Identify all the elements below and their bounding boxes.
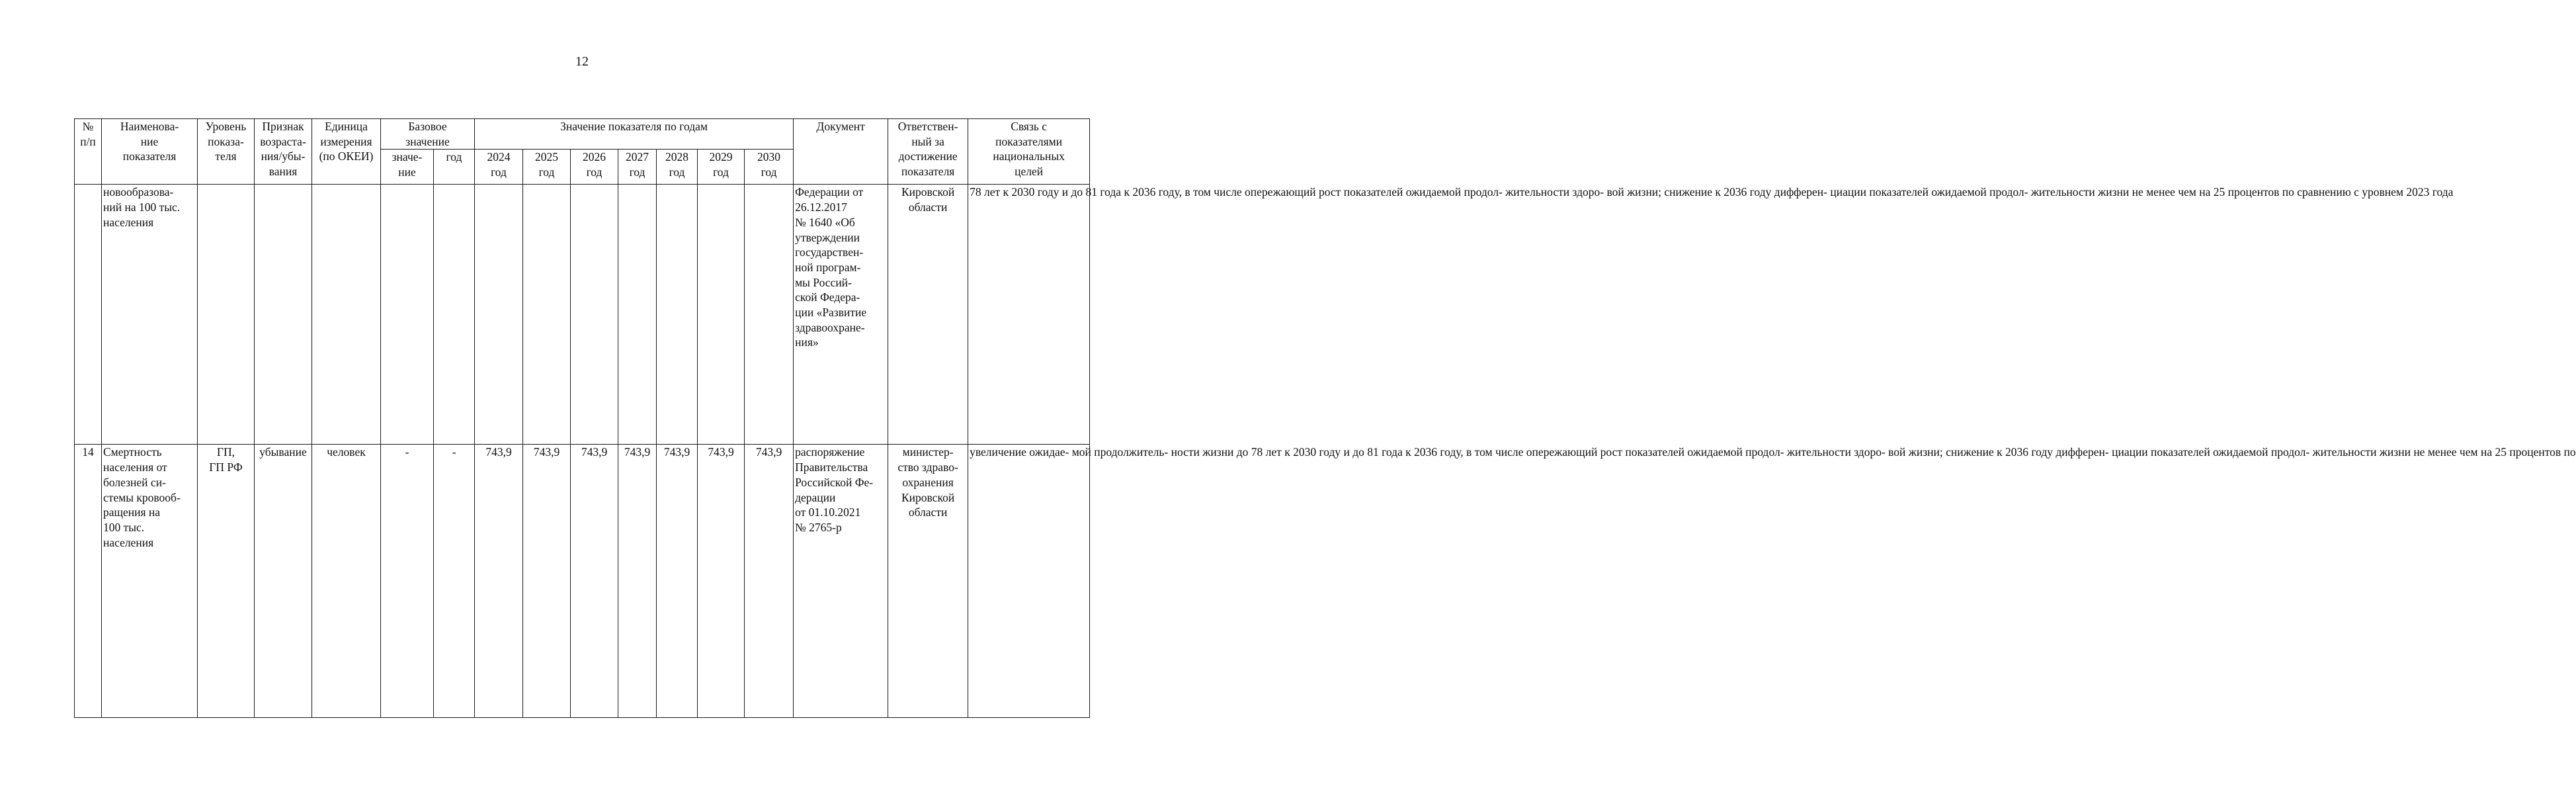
row-base-value: [381, 185, 434, 445]
row-value-2028: 743,9: [657, 445, 698, 718]
row-value-2030: [745, 185, 794, 445]
header-link: Связь с показателями национальных целей: [968, 119, 1090, 185]
header-year-2028: 2028 год: [657, 150, 698, 185]
row-name: Смертность населения от болезней си- стемы кровооб- ращения на 100 тыс. населения: [102, 445, 198, 718]
row-base-year: -: [434, 445, 475, 718]
row-value-2026: [571, 185, 618, 445]
header-base: Базовое значение: [381, 119, 475, 150]
row-base-value: -: [381, 445, 434, 718]
row-responsible: министер- ство здраво- охранения Кировской области: [888, 445, 968, 718]
header-year-2030: 2030 год: [745, 150, 794, 185]
header-year-2027: 2027 год: [618, 150, 657, 185]
row-link: 78 лет к 2030 году и до 81 года к 2036 году, в том числе опережающий рост показателей ожидаемой продол- жительности здоро- вой жизни; снижение к 2036 году дифферен- циации показателей ожидаемой продол- жительности жизни не менее чем на 25 процентов по сравнению с уровнем 2023 года: [968, 185, 1090, 445]
row-value-2027: [618, 185, 657, 445]
row-value-2025: [523, 185, 571, 445]
header-name: Наименова- ние показателя: [102, 119, 198, 185]
header-document: Документ: [794, 119, 888, 185]
row-document: распоряжение Правительства Российской Фе- дерации от 01.10.2021 № 2765-р: [794, 445, 888, 718]
row-document: Федерации от 26.12.2017 № 1640 «Об утверждении государствен- ной програм- мы Россий- ской Федера- ции «Развитие здравоохране- ния»: [794, 185, 888, 445]
row-level: ГП, ГП РФ: [198, 445, 255, 718]
row-base-year: [434, 185, 475, 445]
row-value-2024: [475, 185, 523, 445]
row-level: [198, 185, 255, 445]
row-unit: [312, 185, 381, 445]
row-name: новообразова- ний на 100 тыс. населения: [102, 185, 198, 445]
header-level: Уровень показа- теля: [198, 119, 255, 185]
header-responsible: Ответствен- ный за достижение показателя: [888, 119, 968, 185]
header-row-1: [75, 119, 1090, 150]
header-year-2024: 2024 год: [475, 150, 523, 185]
header-year-2029: 2029 год: [698, 150, 745, 185]
header-year-2026: 2026 год: [571, 150, 618, 185]
header-unit: Единица измерения (по ОКЕИ): [312, 119, 381, 185]
row-value-2026: 743,9: [571, 445, 618, 718]
row-num: 14: [75, 445, 102, 718]
header-year-2025: 2025 год: [523, 150, 571, 185]
row-responsible: Кировской области: [888, 185, 968, 445]
row-num: [75, 185, 102, 445]
header-values-by-year: Значение показателя по годам: [475, 119, 794, 150]
row-value-2025: 743,9: [523, 445, 571, 718]
indicators-table: [74, 118, 2576, 718]
row-value-2030: 743,9: [745, 445, 794, 718]
header-base-year: год: [434, 150, 475, 185]
table-row: [75, 185, 1090, 445]
table-row: [75, 445, 1090, 718]
row-sign: [255, 185, 312, 445]
row-value-2029: [698, 185, 745, 445]
header-num: № п/п: [75, 119, 102, 185]
row-value-2028: [657, 185, 698, 445]
header-sign: Признак возраста- ния/убы- вания: [255, 119, 312, 185]
header-base-value: значе- ние: [381, 150, 434, 185]
page-number: 12: [575, 54, 589, 69]
row-value-2024: 743,9: [475, 445, 523, 718]
row-link: увеличение ожидае- мой продолжитель- ности жизни до 78 лет к 2030 году и до 81 года к 2036 году, в том числе опережающий рост показателей ожидаемой продол- жительности здоро- вой жизни; снижение к 2036 году дифферен- циации показателей ожидаемой продол- жительности жизни не менее чем на 25 процентов по: [968, 445, 1090, 718]
row-unit: человек: [312, 445, 381, 718]
row-value-2029: 743,9: [698, 445, 745, 718]
row-sign: убывание: [255, 445, 312, 718]
row-value-2027: 743,9: [618, 445, 657, 718]
